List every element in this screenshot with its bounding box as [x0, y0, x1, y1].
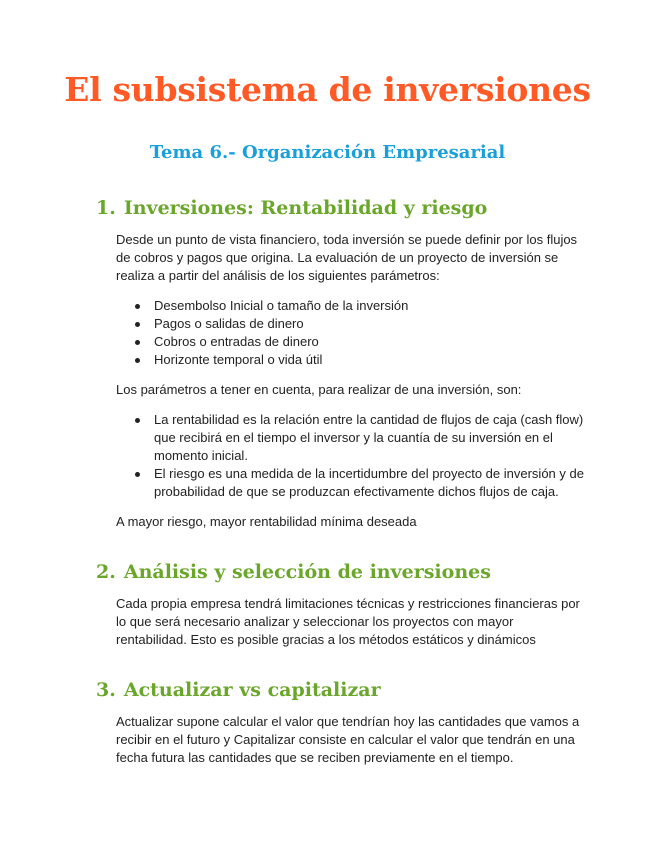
section-2-heading [96, 561, 586, 583]
factors-list [116, 411, 586, 501]
section-2-body [116, 595, 586, 649]
section-1-heading [96, 197, 586, 219]
section-3-text: Actualizar supone calcular el valor que tendrían hoy las cantidades que vamos a recibir en el futuro y Capitalizar consiste en calcular el valor que tendrán en una fecha futura las cantidades que se reciben previamente en el tiempo. [116, 714, 580, 765]
list-item: Horizonte temporal o vida útil [154, 351, 586, 369]
list-item: La rentabilidad es la relación entre la cantidad de flujos de caja (cash flow) que recibirá en el tiempo el inversor y la cuantía de su inversión en el momento inicial. [154, 411, 586, 465]
section-3-heading [96, 679, 586, 701]
section-2-title: Análisis y selección de inversiones [123, 561, 491, 583]
section-1-title: Inversiones: Rentabilidad y riesgo [123, 197, 488, 219]
section-2-number: 2. [96, 561, 116, 583]
section-3 [96, 679, 586, 767]
document-title: El subsistema de inversiones [64, 70, 591, 109]
section-1-intro: Desde un punto de vista financiero, toda inversión se puede definir por los flujos de cobros y pagos que origina. La evaluación de un proyecto de inversión se realiza a partir del análisis de los siguientes parámetros: [116, 232, 578, 283]
list-item: Cobros o entradas de dinero [154, 333, 586, 351]
section-1-number: 1. [96, 197, 116, 219]
list-item: El riesgo es una medida de la incertidumbre del proyecto de inversión y de probabilidad de que se produzcan efectivamente dichos flujos de caja. [154, 465, 586, 501]
document-subtitle: Tema 6.- Organización Empresarial [149, 142, 506, 163]
section-3-title: Actualizar vs capitalizar [123, 679, 381, 701]
section-3-number: 3. [96, 679, 116, 701]
section-1-middle: Los parámetros a tener en cuenta, para realizar de una inversión, son: [116, 382, 522, 397]
section-2 [96, 561, 586, 649]
parameters-list [116, 297, 586, 369]
section-1-closing: A mayor riesgo, mayor rentabilidad mínima deseada [116, 514, 417, 529]
list-item: Pagos o salidas de dinero [154, 315, 586, 333]
list-item: Desembolso Inicial o tamaño de la inversión [154, 297, 586, 315]
section-2-text: Cada propia empresa tendrá limitaciones técnicas y restricciones financieras por lo que será necesario analizar y seleccionar los proyectos con mayor rentabilidad. Esto es posible gracias a los métodos estáticos y dinámicos [116, 596, 580, 647]
section-3-body [116, 713, 586, 767]
section-1 [96, 197, 586, 531]
section-1-body [116, 231, 586, 531]
